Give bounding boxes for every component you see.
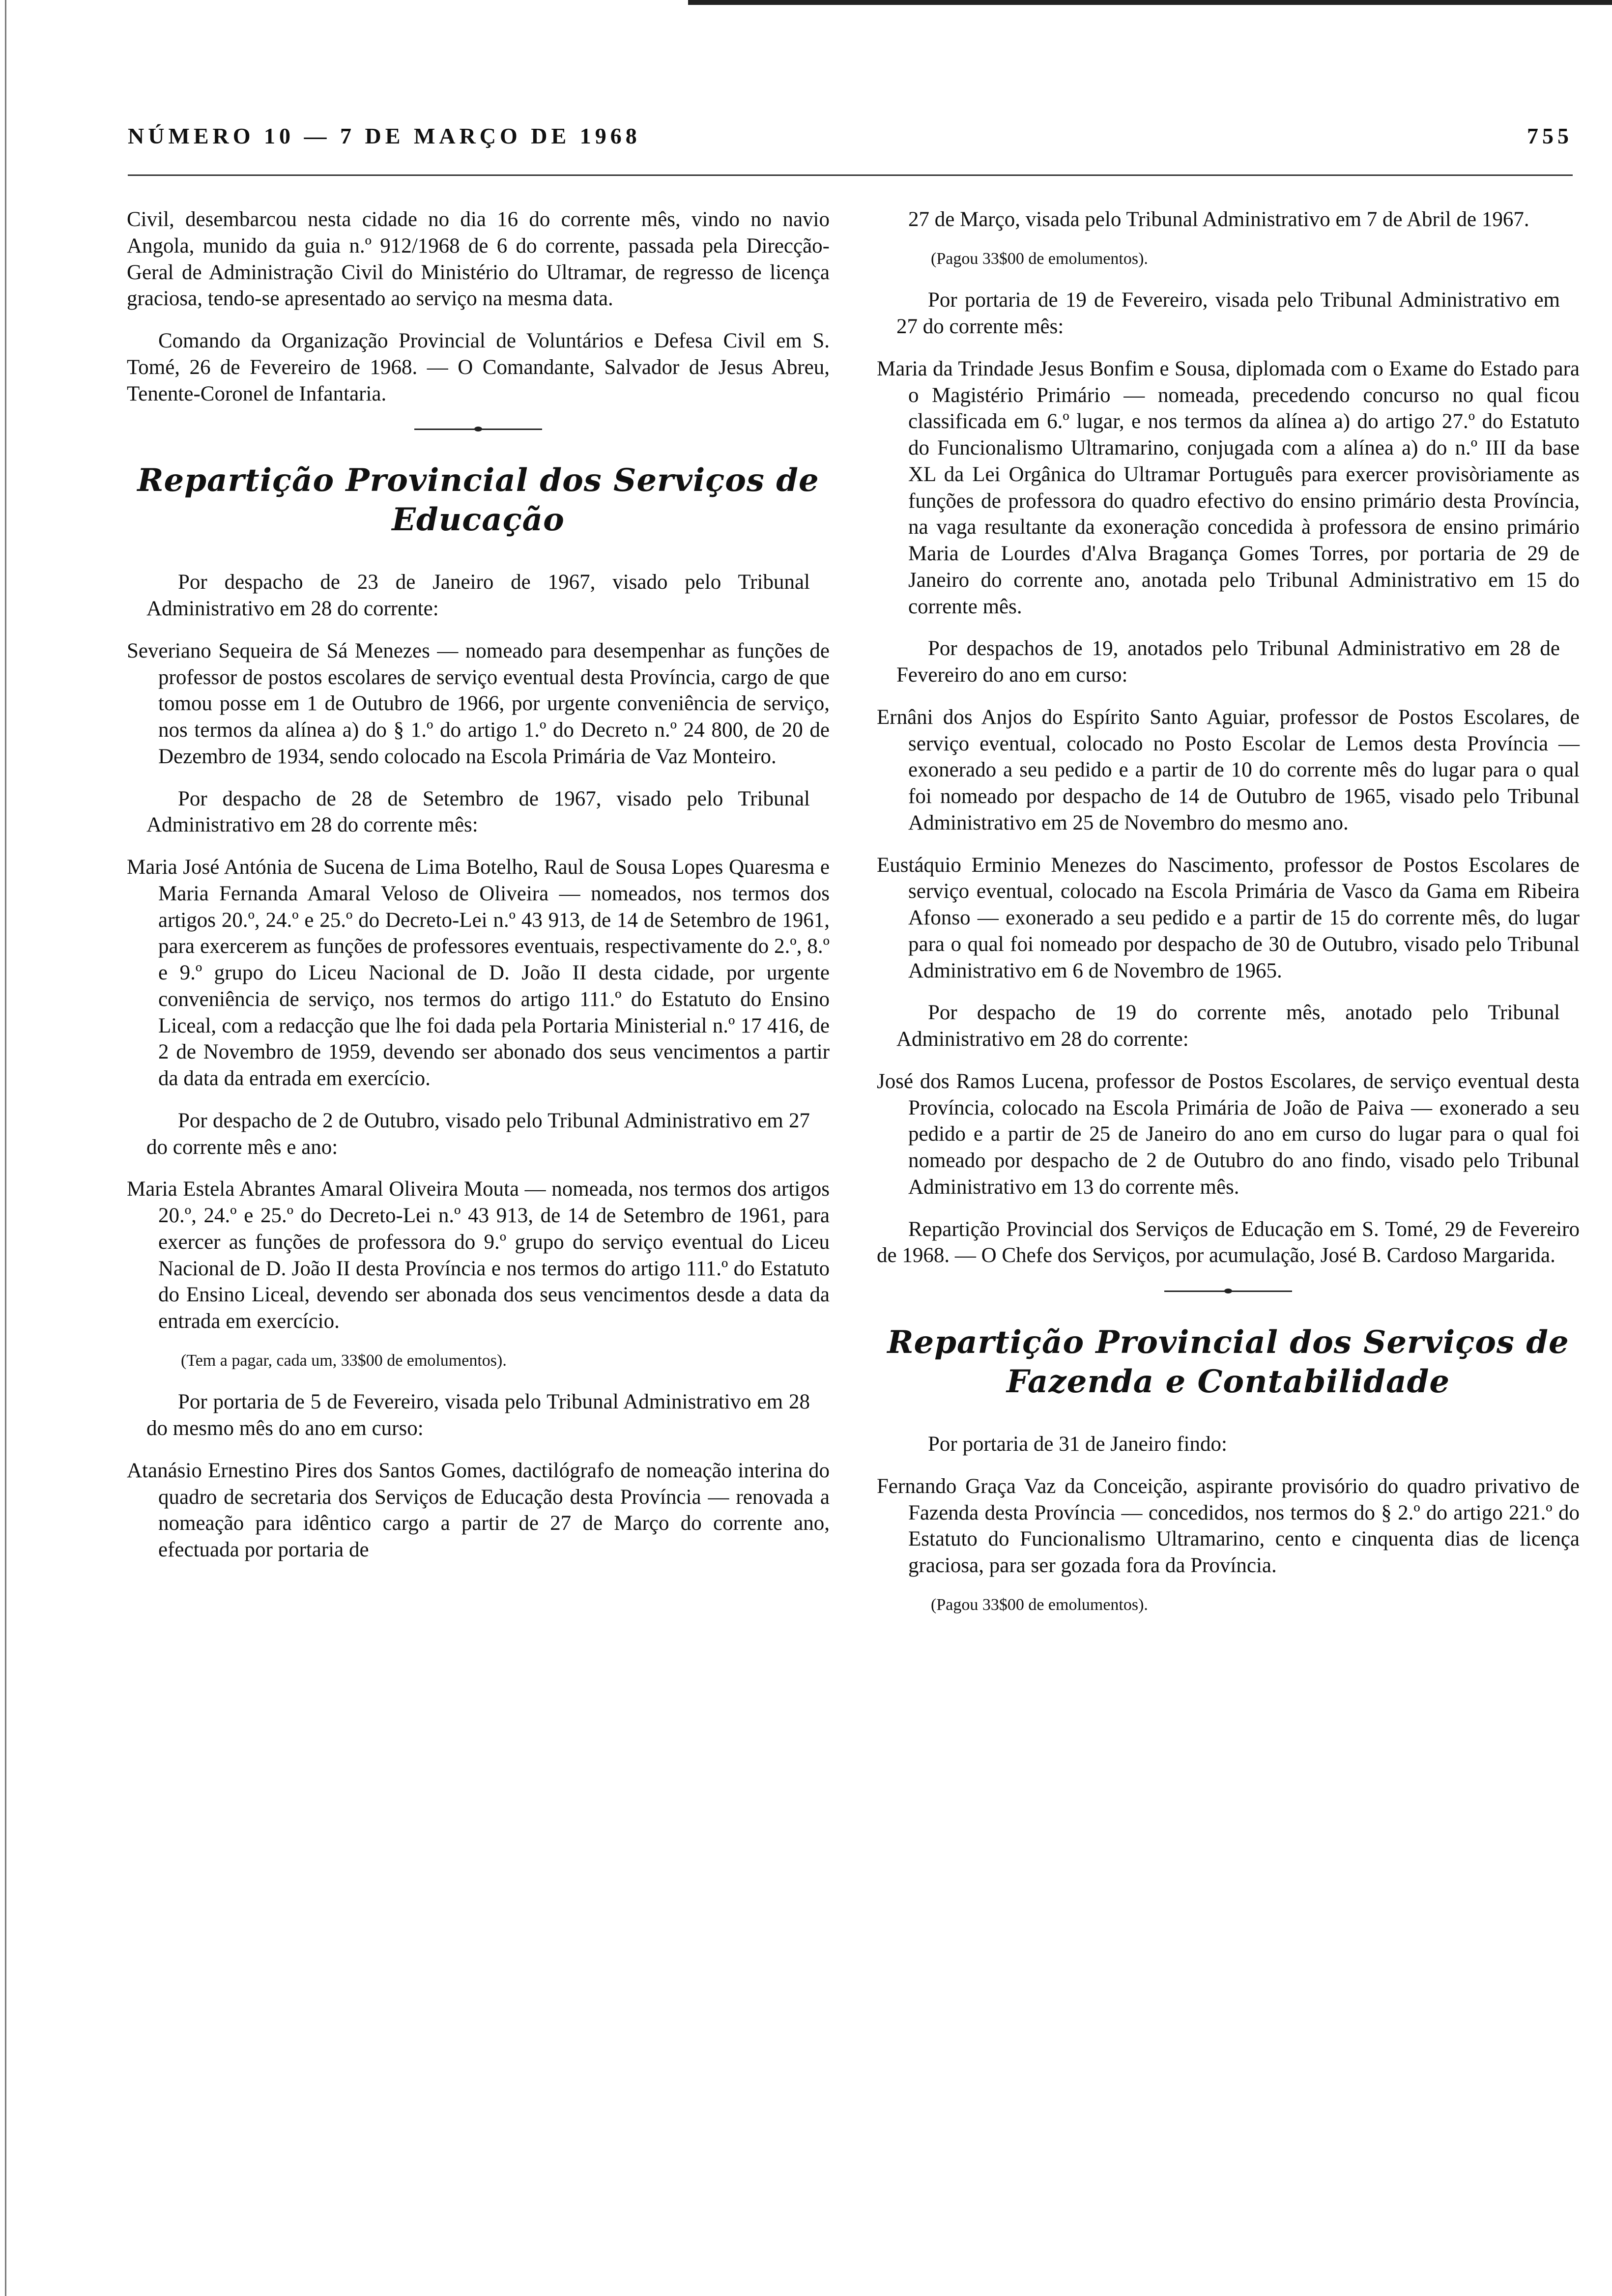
paragraph: Atanásio Ernestino Pires dos Santos Gomes, dactilógrafo de nomeação interina do quadro de secretaria dos Serviços de Educação desta Província — renovada a nomeação para idêntico cargo a partir de 27 de Março do corrente ano, efectuada por portaria de — [127, 1459, 830, 1561]
paragraph: Por despacho de 23 de Janeiro de 1967, visado pelo Tribunal Administrativo em 28 do corrente: — [146, 571, 810, 620]
paragraph: Fernando Graça Vaz da Conceição, aspirante provisório do quadro privativo de Fazenda desta Província — concedidos, nos termos do § 2.º do artigo 221.º do Estatuto do Funcionalismo Ultramarino, cento e cinquenta dias de licença graciosa, para ser gozada fora da Província. — [877, 1474, 1580, 1577]
section-divider — [1164, 1289, 1292, 1293]
section-title: Repartição Provincial dos Serviços de Educação — [137, 462, 819, 539]
paragraph: Por portaria de 19 de Fevereiro, visada pelo Tribunal Administrativo em 27 do corrente mês: — [896, 288, 1560, 338]
emolument-note: (Tem a pagar, cada um, 33$00 de emolumentos). — [181, 1351, 507, 1370]
paragraph: José dos Ramos Lucena, professor de Postos Escolares, de serviço eventual desta Província, colocado na Escola Primária de João de Paiva — exonerado a seu pedido e a partir de 25 de Janeiro do ano em curso do lugar para o qual foi nomeado por despacho de 2 de Outubro do ano findo, visado pelo Tribunal Administrativo em 13 do corrente mês. — [877, 1069, 1580, 1199]
page-number: 755 — [1527, 123, 1573, 148]
scan-edge-left — [5, 0, 6, 2296]
paragraph: Severiano Sequeira de Sá Menezes — nomeado para desempenhar as funções de professor de postos escolares de serviço eventual desta Província, cargo de que tomou posse em 1 de Outubro de 1966, por urgente conveniência de serviço, nos termos da alínea a) do § 1.º do artigo 1.º do Decreto n.º 24 800, de 20 de Dezembro de 1934, sendo colocado na Escola Primária de Vaz Monteiro. — [127, 639, 830, 768]
right-column — [877, 206, 1580, 1633]
paragraph: Maria José Antónia de Sucena de Lima Botelho, Raul de Sousa Lopes Quaresma e Maria Fernanda Amaral Veloso de Oliveira — nomeados, nos termos dos artigos 20.º, 24.º e 25.º do Decreto-Lei n.º 43 913, de 14 de Setembro de 1961, para exercerem as funções de professores eventuais, respectivamente do 2.º, 8.º e 9.º grupo do Liceu Nacional de D. João II desta cidade, por urgente conveniência de serviço, nos termos do artigo 111.º do Estatuto do Ensino Liceal, com a redacção que lhe foi dada pela Portaria Ministerial n.º 17 416, de 2 de Novembro de 1959, devendo ser abonado dos seus vencimentos a partir da data da entrada em exercício. — [127, 856, 830, 1090]
issue-line: NÚMERO 10 — 7 DE MARÇO DE 1968 — [128, 123, 641, 148]
paragraph: Comando da Organização Provincial de Voluntários e Defesa Civil em S. Tomé, 26 de Fevereiro de 1968. — O Comandante, Salvador de Jesus Abreu, Tenente-Coronel de Infantaria. — [127, 329, 830, 405]
paragraph: Por portaria de 31 de Janeiro findo: — [928, 1433, 1227, 1456]
paragraph: Por despacho de 28 de Setembro de 1967, visado pelo Tribunal Administrativo em 28 do corrente mês: — [146, 787, 810, 837]
scan-edge-top — [688, 0, 1612, 5]
header-rule — [128, 174, 1573, 176]
emolument-note: (Pagou 33$00 de emolumentos). — [931, 249, 1148, 268]
paragraph: Repartição Provincial dos Serviços de Educação em S. Tomé, 29 de Fevereiro de 1968. — O Chefe dos Serviços, por acumulação, José B. Cardoso Margarida. — [877, 1217, 1580, 1267]
paragraph: Por despacho de 2 de Outubro, visado pelo Tribunal Administrativo em 27 do corrente mês e ano: — [146, 1109, 810, 1159]
paragraph: Por despacho de 19 do corrente mês, anotado pelo Tribunal Administrativo em 28 do corrente: — [896, 1001, 1560, 1051]
paragraph: Ernâni dos Anjos do Espírito Santo Aguiar, professor de Postos Escolares, de serviço eventual, colocado no Posto Escolar de Lemos desta Província — exonerado a seu pedido e a partir de 10 do corrente mês do lugar para o qual foi nomeado por despacho de 14 de Outubro de 1965, visado pelo Tribunal Administrativo em 25 de Novembro do mesmo ano. — [877, 705, 1580, 834]
paragraph: Por portaria de 5 de Fevereiro, visada pelo Tribunal Administrativo em 28 do mesmo mês do ano em curso: — [146, 1390, 810, 1440]
page-header — [128, 123, 1573, 157]
left-column — [127, 206, 830, 1579]
emolument-note: (Pagou 33$00 de emolumentos). — [931, 1595, 1148, 1614]
section-title: Repartição Provincial dos Serviços de Fazenda e Contabilidade — [887, 1324, 1569, 1400]
paragraph: Maria Estela Abrantes Amaral Oliveira Mouta — nomeada, nos termos dos artigos 20.º, 24.º e 25.º do Decreto-Lei n.º 43 913, de 14 de Setembro de 1961, para exercer as funções de professora do 9.º grupo do serviço eventual do Liceu Nacional de D. João II desta Província e nos termos do artigo 111.º do Estatuto do Ensino Liceal, devendo ser abonada dos seus vencimentos desde a data da entrada em exercício. — [127, 1177, 830, 1333]
paragraph: 27 de Março, visada pelo Tribunal Administrativo em 7 de Abril de 1967. — [908, 208, 1529, 231]
paragraph: Civil, desembarcou nesta cidade no dia 16 do corrente mês, vindo no navio Angola, munido da guia n.º 912/1968 de 6 do corrente, passada pela Direcção-Geral de Administração Civil do Ministério do Ultramar, de regresso de licença graciosa, tendo-se apresentado ao serviço na mesma data. — [127, 208, 830, 311]
paragraph: Maria da Trindade Jesus Bonfim e Sousa, diplomada com o Exame do Estado para o Magistério Primário — nomeada, precedendo concurso no qual ficou classificada em 6.º lugar, e nos termos da alínea a) do artigo 27.º do Estatuto do Funcionalismo Ultramarino, conjugada com a alínea a) do n.º III da base XL da Lei Orgânica do Ultramar Português para exercer provisòriamente as funções de professora do quadro efectivo do ensino primário desta Província, na vaga resultante da exoneração concedida à professora de ensino primário Maria de Lourdes d'Alva Bragança Gomes Torres, por portaria de 29 de Janeiro do corrente ano, anotada pelo Tribunal Administrativo em 15 do corrente mês. — [877, 357, 1580, 618]
section-divider — [414, 427, 542, 431]
paragraph: Por despachos de 19, anotados pelo Tribunal Administrativo em 28 de Fevereiro do ano em curso: — [896, 637, 1560, 687]
paragraph: Eustáquio Erminio Menezes do Nascimento, professor de Postos Escolares de serviço eventual, colocado na Escola Primária de Vasco da Gama em Ribeira Afonso — exonerado a seu pedido e a partir de 15 do corrente mês, do lugar para o qual foi nomeado por despacho de 30 de Outubro, visado pelo Tribunal Administrativo em 6 de Novembro de 1965. — [877, 853, 1580, 982]
